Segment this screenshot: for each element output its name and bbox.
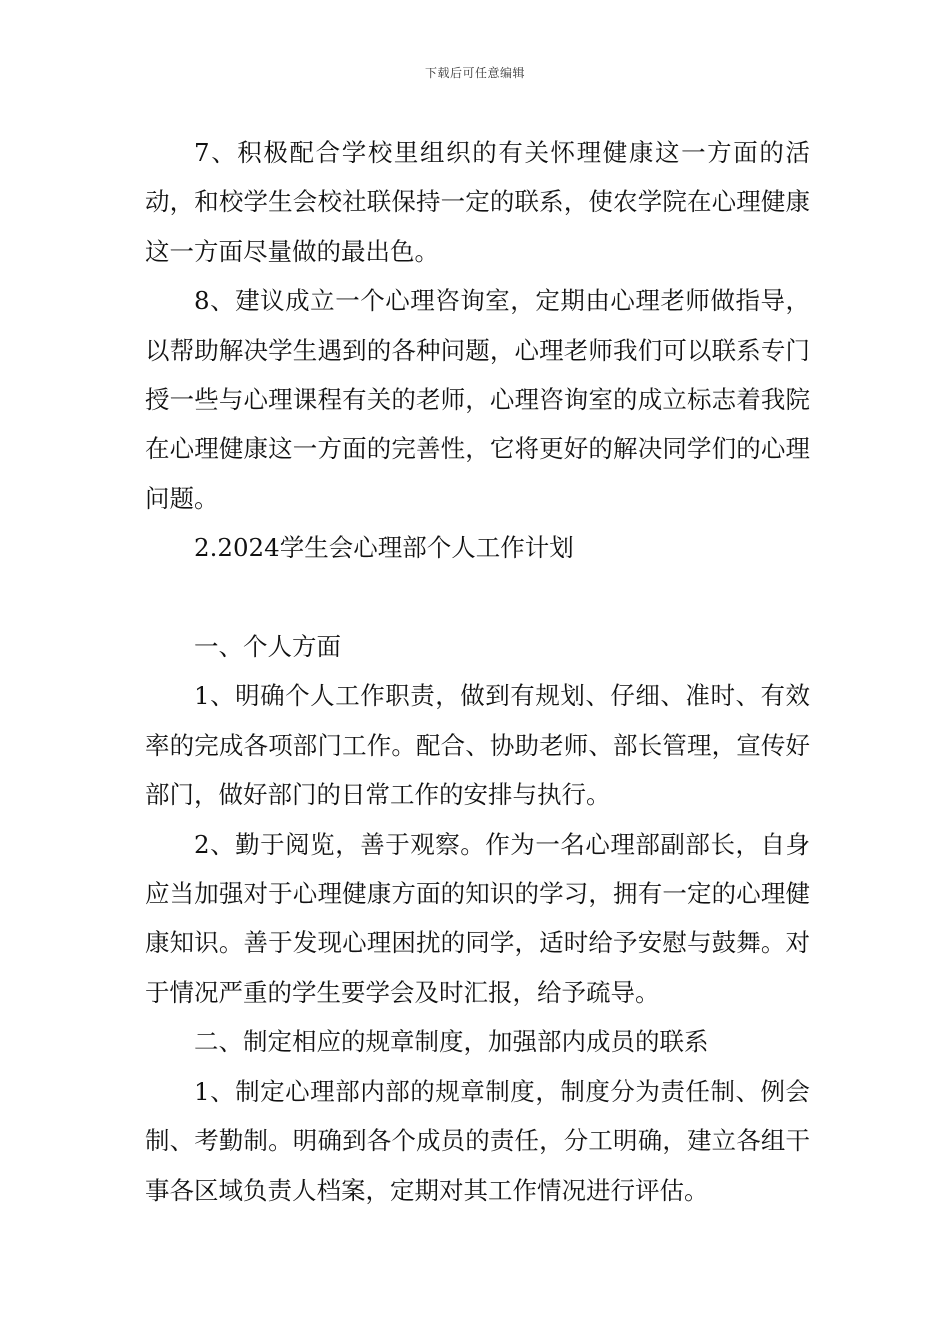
page-header: 下载后可任意编辑: [424, 66, 525, 80]
paragraph-personal-1: 1、明确个人工作职责，做到有规划、仔细、准时、有效率的完成各项部门工作。配合、协助老师、部长管理，宣传好部门，做好部门的日常工作的安排与执行。: [145, 681, 810, 810]
section-title: 2.2024学生会心理部个人工作计划: [194, 533, 574, 563]
heading-rules: 二、制定相应的规章制度，加强部内成员的联系: [194, 1027, 709, 1057]
blank-line: [145, 573, 810, 622]
document-body: [145, 128, 810, 1215]
paragraph-item-7: 7、积极配合学校里组织的有关怀理健康这一方面的活动，和校学生会校社联保持一定的联系，使农学院在心理健康这一方面尽量做的最出色。: [145, 138, 810, 266]
paragraph-item-8: 8、建议成立一个心理咨询室，定期由心理老师做指导，以帮助解决学生遇到的各种问题，心理老师我们可以联系专门授一些与心理课程有关的老师，心理咨询室的成立标志着我院在心理健康这一方面的完善性，它将更好的解决同学们的心理问题。: [145, 286, 810, 513]
paragraph-personal-2: 2、勤于阅览，善于观察。作为一名心理部副部长，自身应当加强对于心理健康方面的知识的学习，拥有一定的心理健康知识。善于发现心理困扰的同学，适时给予安慰与鼓舞。对于情况严重的学生要学会及时汇报，给予疏导。: [145, 829, 810, 1007]
paragraph-rules-1: 1、制定心理部内部的规章制度，制度分为责任制、例会制、考勤制。明确到各个成员的责任，分工明确，建立各组干事各区域负责人档案，定期对其工作情况进行评估。: [145, 1076, 810, 1205]
heading-personal: 一、个人方面: [194, 632, 341, 662]
